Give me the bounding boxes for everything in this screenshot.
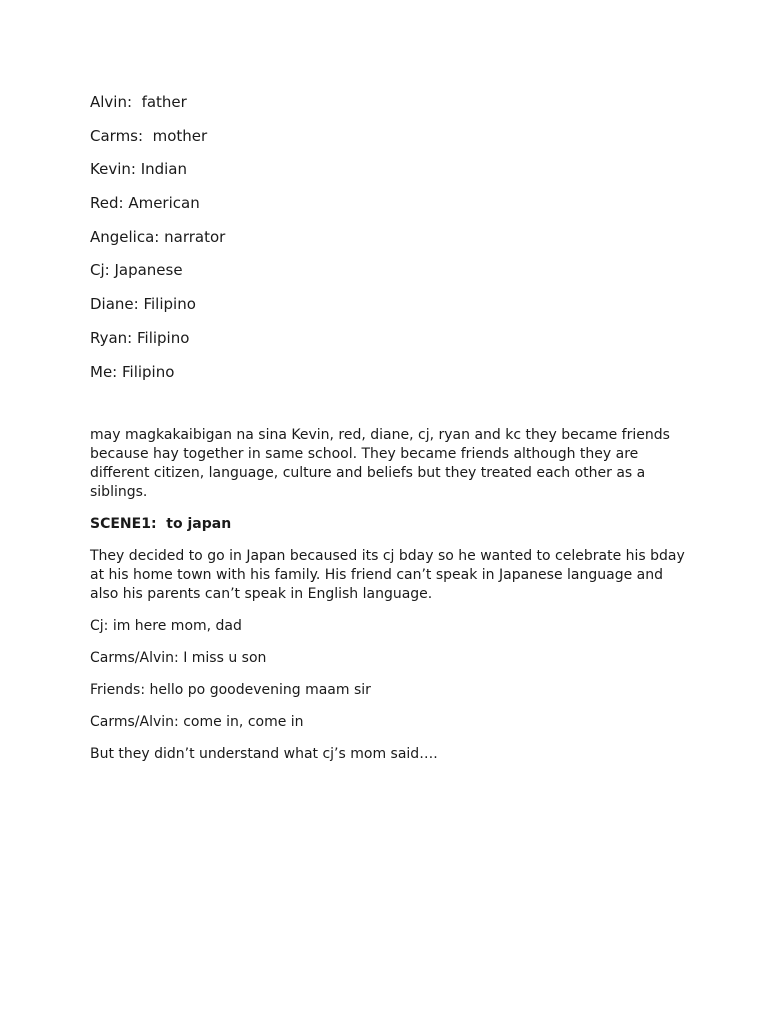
cast-list <box>90 90 690 393</box>
dialog-line: Friends: hello po goodevening maam sir <box>90 682 371 698</box>
narration-line: But they didn’t understand what cj’s mom said…. <box>90 746 438 762</box>
cast-item-diane: Diane: Filipino <box>90 295 196 314</box>
dialog-line: Carms/Alvin: I miss u son <box>90 650 267 666</box>
intro-paragraph: may magkakaibigan na sina Kevin, red, diane, cj, ryan and kc they became friends because hay together in same school. They became friends although they are different citizen, language, culture and beliefs but they treated each other as a siblings. <box>90 427 670 500</box>
scene-heading: SCENE1: to japan <box>90 516 232 532</box>
cast-item-carms: Carms: mother <box>90 126 208 145</box>
scene-description: They decided to go in Japan becaused its cj bday so he wanted to celebrate his bday at his home town with his family. His friend can’t speak in Japanese language and also his parents can’t speak in English language. <box>90 548 685 602</box>
cast-item-angelica: Angelica: narrator <box>90 227 226 246</box>
cast-item-red: Red: American <box>90 194 200 213</box>
cast-item-alvin: Alvin: father <box>90 93 187 111</box>
cast-item-ryan: Ryan: Filipino <box>90 328 190 347</box>
dialog-line: Cj: im here mom, dad <box>90 618 242 634</box>
dialog-line: Carms/Alvin: come in, come in <box>90 714 304 730</box>
cast-item-cj: Cj: Japanese <box>90 261 183 280</box>
cast-item-me: Me: Filipino <box>90 362 175 381</box>
story-section <box>90 426 690 777</box>
cast-item-kevin: Kevin: Indian <box>90 160 188 179</box>
